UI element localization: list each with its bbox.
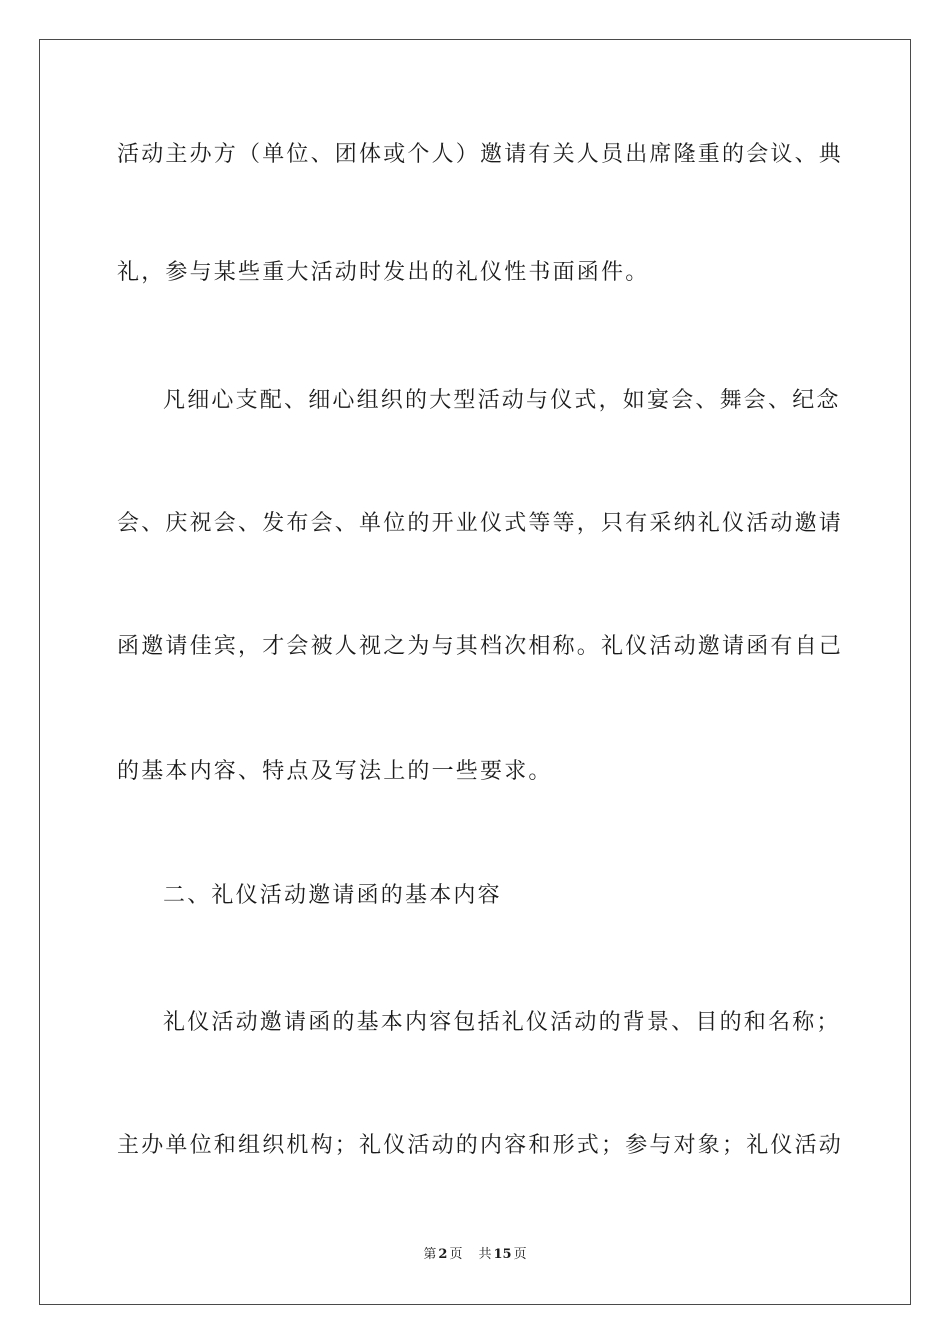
paragraph-line: 的基本内容、特点及写法上的一些要求。 xyxy=(117,759,553,784)
paragraph-line: 活动主办方（单位、团体或个人）邀请有关人员出席隆重的会议、典 xyxy=(117,142,844,167)
page-number: 2 xyxy=(438,1247,448,1262)
section-heading: 二、礼仪活动邀请函的基本内容 xyxy=(163,883,502,908)
paragraph-line: 主办单位和组织机构；礼仪活动的内容和形式；参与对象；礼仪活动 xyxy=(117,1133,844,1158)
paragraph-line: 凡细心支配、细心组织的大型活动与仪式，如宴会、舞会、纪念 xyxy=(163,388,841,413)
total-pages: 15 xyxy=(493,1247,512,1262)
total-prefix: 共 xyxy=(478,1247,492,1262)
paragraph-line: 函邀请佳宾，才会被人视之为与其档次相称。礼仪活动邀请函有自己 xyxy=(117,634,844,659)
page-prefix: 第 xyxy=(423,1247,437,1262)
page-border xyxy=(39,39,911,1305)
total-suffix: 页 xyxy=(513,1247,527,1262)
page-footer xyxy=(0,1246,950,1264)
paragraph-line: 礼仪活动邀请函的基本内容包括礼仪活动的背景、目的和名称； xyxy=(163,1010,841,1035)
page-suffix: 页 xyxy=(449,1247,463,1262)
paragraph-line: 礼，参与某些重大活动时发出的礼仪性书面函件。 xyxy=(117,260,650,285)
paragraph-line: 会、庆祝会、发布会、单位的开业仪式等等，只有采纳礼仪活动邀请 xyxy=(117,511,844,536)
